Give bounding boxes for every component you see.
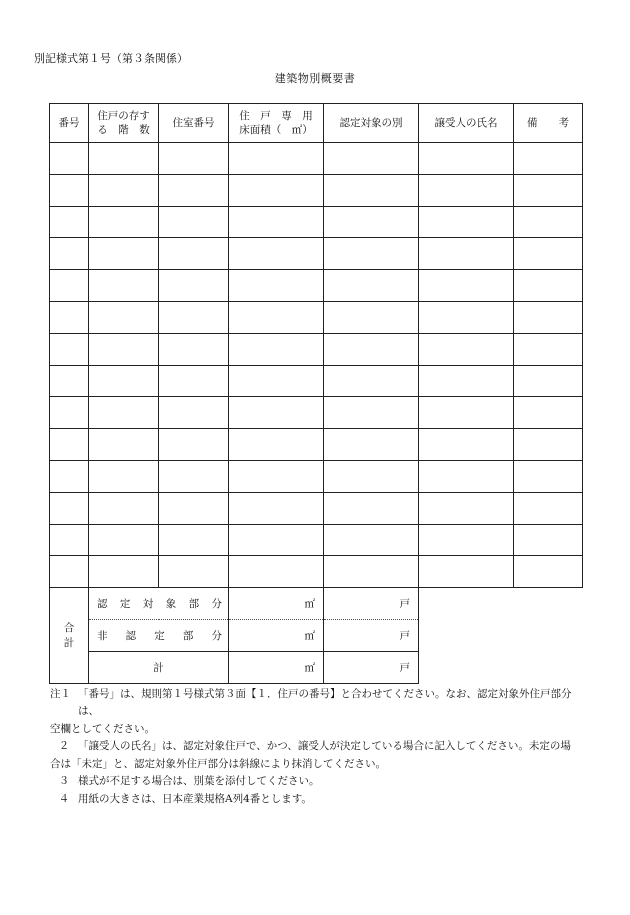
data-rows — [50, 143, 583, 588]
table-row — [50, 556, 583, 588]
cell-number[interactable] — [50, 460, 89, 492]
count-unit: 戸 — [399, 597, 410, 610]
certified-label-chars — [89, 597, 228, 611]
total-row-certified — [50, 588, 583, 620]
count-unit: 戸 — [399, 661, 410, 674]
cell-floor[interactable] — [89, 333, 159, 365]
cell-transferee[interactable] — [419, 397, 514, 429]
noncertified-label-chars — [89, 629, 228, 643]
cell-area[interactable] — [229, 333, 324, 365]
cell-floor[interactable] — [89, 460, 159, 492]
note-2-text: 「譲受人の氏名」は、認定対象住戸で、かつ、譲受人が決定している場合に記入してください。未定の場 — [78, 740, 571, 753]
table-row — [50, 492, 583, 524]
cell-remarks[interactable] — [514, 397, 583, 429]
noncertified-count-field[interactable] — [324, 620, 419, 652]
cell-certified-type[interactable] — [324, 365, 419, 397]
table-row — [50, 460, 583, 492]
cell-remarks[interactable] — [514, 238, 583, 270]
header-certified-type: 認定対象の別 — [324, 104, 419, 143]
label-char: 認 — [97, 597, 108, 610]
table-row — [50, 143, 583, 175]
cell-transferee[interactable] — [419, 333, 514, 365]
cell-area[interactable] — [229, 460, 324, 492]
cell-number[interactable] — [50, 397, 89, 429]
cell-area[interactable] — [229, 556, 324, 588]
header-remarks: 備 考 — [514, 104, 583, 143]
cell-unit-no[interactable] — [159, 174, 229, 206]
cell-floor[interactable] — [89, 270, 159, 302]
cell-area[interactable] — [229, 524, 324, 556]
table-row — [50, 429, 583, 461]
cell-floor[interactable] — [89, 238, 159, 270]
note-3 — [50, 773, 590, 790]
cell-transferee[interactable] — [419, 460, 514, 492]
area-unit: ㎡ — [304, 597, 315, 610]
form-number: 別記様式第１号（第３条関係） — [34, 52, 188, 65]
cell-unit-no[interactable] — [159, 397, 229, 429]
table-row — [50, 206, 583, 238]
cell-transferee[interactable] — [419, 238, 514, 270]
cell-area[interactable] — [229, 301, 324, 333]
cell-number[interactable] — [50, 333, 89, 365]
sum-count-field[interactable] — [324, 652, 419, 684]
cell-area[interactable] — [229, 206, 324, 238]
cell-transferee[interactable] — [419, 174, 514, 206]
cell-certified-type[interactable] — [324, 460, 419, 492]
cell-certified-type[interactable] — [324, 270, 419, 302]
cell-remarks[interactable] — [514, 301, 583, 333]
label-char: 対 — [142, 597, 154, 610]
cell-certified-type[interactable] — [324, 397, 419, 429]
header-area-line1: 住 戸 専 用 — [239, 109, 313, 122]
total-label — [50, 588, 89, 684]
cell-area[interactable] — [229, 397, 324, 429]
summary-table — [49, 103, 583, 684]
cell-transferee[interactable] — [419, 270, 514, 302]
cell-number[interactable] — [50, 238, 89, 270]
cell-area[interactable] — [229, 365, 324, 397]
cell-unit-no[interactable] — [159, 301, 229, 333]
cell-transferee[interactable] — [419, 365, 514, 397]
note-3-number: ３ — [58, 775, 70, 788]
cell-area[interactable] — [229, 270, 324, 302]
cell-transferee[interactable] — [419, 206, 514, 238]
note-4-text: 用紙の大きさは、日本産業規格A列4番とします。 — [78, 792, 312, 805]
header-floor-line1: 住戸の存す — [97, 109, 150, 122]
cell-remarks[interactable] — [514, 460, 583, 492]
cell-transferee[interactable] — [419, 429, 514, 461]
cell-number[interactable] — [50, 524, 89, 556]
cell-transferee[interactable] — [419, 524, 514, 556]
cell-remarks[interactable] — [514, 174, 583, 206]
cell-certified-type[interactable] — [324, 524, 419, 556]
cell-remarks[interactable] — [514, 429, 583, 461]
notes — [50, 686, 590, 808]
note-2-number: ２ — [58, 740, 70, 753]
cell-area[interactable] — [229, 429, 324, 461]
label-char: 認 — [125, 629, 137, 642]
label-char: 部 — [188, 597, 200, 610]
cell-number[interactable] — [50, 556, 89, 588]
table-row — [50, 301, 583, 333]
cell-remarks[interactable] — [514, 333, 583, 365]
note-2 — [50, 738, 590, 755]
cell-transferee[interactable] — [419, 492, 514, 524]
header-transferee: 譲受人の氏名 — [419, 104, 514, 143]
cell-area[interactable] — [229, 238, 324, 270]
table-row — [50, 174, 583, 206]
cell-certified-type[interactable] — [324, 174, 419, 206]
cell-transferee[interactable] — [419, 556, 514, 588]
cell-area[interactable] — [229, 143, 324, 175]
cell-unit-no[interactable] — [159, 270, 229, 302]
cell-certified-type[interactable] — [324, 238, 419, 270]
cell-area[interactable] — [229, 174, 324, 206]
area-unit: ㎡ — [304, 629, 315, 642]
cell-remarks[interactable] — [514, 556, 583, 588]
certified-portion-label — [89, 588, 229, 620]
cell-remarks[interactable] — [514, 365, 583, 397]
cell-floor[interactable] — [89, 397, 159, 429]
table-row — [50, 238, 583, 270]
cell-certified-type[interactable] — [324, 492, 419, 524]
label-char: 非 — [97, 629, 108, 642]
note-1-continuation: 空欄としてください。 — [50, 722, 155, 735]
cell-unit-no[interactable] — [159, 143, 229, 175]
sum-label: 計 — [89, 652, 229, 684]
cell-remarks[interactable] — [514, 143, 583, 175]
cell-floor[interactable] — [89, 492, 159, 524]
totals-blank-area — [419, 588, 583, 684]
noncertified-portion-label — [89, 620, 229, 652]
cell-remarks[interactable] — [514, 492, 583, 524]
note-3-text: 様式が不足する場合は、別葉を添付してください。 — [78, 775, 320, 788]
area-unit: ㎡ — [304, 661, 315, 674]
cell-certified-type[interactable] — [324, 206, 419, 238]
cell-number[interactable] — [50, 206, 89, 238]
cell-unit-no[interactable] — [159, 556, 229, 588]
label-char: 定 — [119, 597, 131, 610]
label-char: 部 — [182, 629, 194, 642]
label-char: 分 — [211, 629, 222, 642]
cell-floor[interactable] — [89, 143, 159, 175]
cell-remarks[interactable] — [514, 270, 583, 302]
cell-unit-no[interactable] — [159, 333, 229, 365]
noncertified-area-field[interactable] — [229, 620, 324, 652]
note-1-text: 「番号」は、規則第１号様式第３面【１．住戸の番号】と合わせてください。なお、認定対象外住戸部分は、 — [78, 688, 572, 718]
header-row — [50, 104, 583, 143]
cell-floor[interactable] — [89, 524, 159, 556]
cell-remarks[interactable] — [514, 206, 583, 238]
header-number: 番号 — [50, 104, 89, 143]
certified-area-field[interactable] — [229, 588, 324, 620]
cell-unit-no[interactable] — [159, 365, 229, 397]
cell-certified-type[interactable] — [324, 301, 419, 333]
header-area-line2: 床面積（ ㎡） — [239, 124, 313, 136]
cell-floor[interactable] — [89, 365, 159, 397]
cell-number[interactable] — [50, 492, 89, 524]
cell-number[interactable] — [50, 270, 89, 302]
note-2-continuation: 合は「未定」と、認定対象外住戸部分は斜線により抹消してください。 — [50, 757, 386, 770]
cell-floor[interactable] — [89, 174, 159, 206]
note-1-number: 注１ — [50, 688, 71, 700]
cell-remarks[interactable] — [514, 524, 583, 556]
cell-unit-no[interactable] — [159, 206, 229, 238]
header-unit-no: 住室番号 — [159, 104, 229, 143]
total-label-go: 合 — [63, 622, 75, 635]
total-label-kei: 計 — [63, 636, 75, 649]
cell-area[interactable] — [229, 492, 324, 524]
cell-transferee[interactable] — [419, 143, 514, 175]
table-row — [50, 365, 583, 397]
table-row — [50, 524, 583, 556]
table-row — [50, 397, 583, 429]
note-4-number: ４ — [58, 792, 70, 805]
page-title: 建築物別概要書 — [274, 72, 356, 85]
cell-floor[interactable] — [89, 556, 159, 588]
cell-certified-type[interactable] — [324, 429, 419, 461]
table-row — [50, 333, 583, 365]
cell-number[interactable] — [50, 174, 89, 206]
note-4 — [50, 791, 590, 808]
header-area — [229, 104, 324, 143]
cell-number[interactable] — [50, 365, 89, 397]
cell-floor[interactable] — [89, 206, 159, 238]
cell-number[interactable] — [50, 301, 89, 333]
label-char: 象 — [165, 597, 177, 610]
cell-number[interactable] — [50, 429, 89, 461]
cell-unit-no[interactable] — [159, 238, 229, 270]
certified-count-field[interactable] — [324, 588, 419, 620]
count-unit: 戸 — [399, 629, 410, 642]
cell-unit-no[interactable] — [159, 429, 229, 461]
cell-unit-no[interactable] — [159, 492, 229, 524]
label-char: 分 — [211, 597, 222, 610]
label-char: 定 — [154, 629, 165, 642]
cell-unit-no[interactable] — [159, 524, 229, 556]
header-floor-line2: る 階 数 — [97, 124, 150, 136]
cell-certified-type[interactable] — [324, 556, 419, 588]
cell-transferee[interactable] — [419, 301, 514, 333]
cell-number[interactable] — [50, 143, 89, 175]
header-floor — [89, 104, 159, 143]
table-row — [50, 270, 583, 302]
cell-floor[interactable] — [89, 301, 159, 333]
cell-certified-type[interactable] — [324, 143, 419, 175]
cell-floor[interactable] — [89, 429, 159, 461]
cell-unit-no[interactable] — [159, 460, 229, 492]
note-1 — [50, 686, 590, 721]
cell-certified-type[interactable] — [324, 333, 419, 365]
sum-area-field[interactable] — [229, 652, 324, 684]
